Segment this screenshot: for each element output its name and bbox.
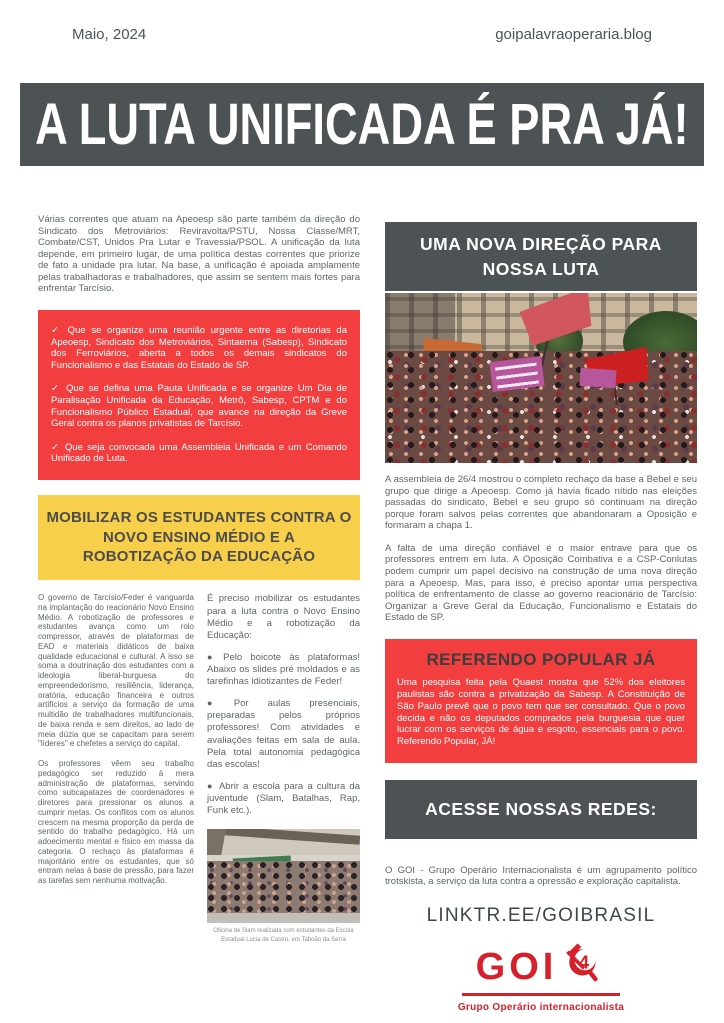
headline-title: A LUTA UNIFICADA É PRA JÁ! xyxy=(35,92,689,157)
students-section-title: MOBILIZAR OS ESTUDANTES CONTRA O NOVO ENSINO MÉDIO E A ROBOTIZAÇÃO DA EDUCAÇÃO xyxy=(38,495,360,580)
right-column xyxy=(385,222,697,1013)
demand-item: ✓ Que se organize uma reunião urgente entre as diretorias da Apeoesp, Sindicato dos Metroviários, Sintaema (Sabesp), Sindicato dos Ferroviários, aberta a todos os demais sindicatos do Funcionalismo e das Estatais do Estado de SP. xyxy=(51,325,347,371)
assembly-crowd-photo xyxy=(385,293,697,463)
bullet-icon: ● xyxy=(207,780,214,791)
demand-item: ✓ Que se defina uma Pauta Unificada e se organize Um Dia de Paralisação Unificada da Educação, Metrô, Sabesp, CPTM e do Funcionalismo Público Estadual, que avance na direção da Greve Geral contra os planos privatistas de Tarcísio. xyxy=(51,383,347,430)
students-bullet-list xyxy=(207,652,360,818)
goi-logo-row xyxy=(385,943,697,992)
masthead xyxy=(0,0,724,43)
students-text-column-2 xyxy=(207,593,360,945)
bullet-icon: ● xyxy=(207,651,219,662)
logo-divider xyxy=(462,993,620,996)
photo-caption: Oficina de Slam realizada com estudantes da Escola Estadual Lucia de Castro, em Taboão da Serra xyxy=(213,927,354,943)
photo-floor-shape xyxy=(207,913,360,923)
slam-workshop-photo xyxy=(207,829,360,923)
networks-section-title: ACESSE NOSSAS REDES: xyxy=(385,780,697,839)
students-section-body xyxy=(38,593,360,945)
bullet-text: Abrir a escola para a cultura da juventude (Slam, Batalhas, Rap, Funk etc.). xyxy=(207,780,360,817)
bullet-item xyxy=(207,781,360,818)
headline-banner xyxy=(20,83,704,166)
students-mobilize-intro: É preciso mobilizar os estudantes para a luta contra o Novo Ensino Médio e a robotização da Educação: xyxy=(207,593,360,642)
goi-logo xyxy=(385,943,697,1013)
bullet-item xyxy=(207,698,360,772)
goi-about-text: O GOI - Grupo Operário Internacionalista é um agrupamento político trotskista, a serviço da luta contra a opressão e exploração capitalista. xyxy=(385,864,697,888)
demand-item: ✓ Que seja convocada uma Assembleia Unificada e um Comando Unificado de Luta. xyxy=(51,441,347,465)
blog-url-link[interactable]: goipalavraoperaria.blog xyxy=(495,26,652,43)
photo-pink-sign-small xyxy=(579,368,616,388)
bullet-text: Pelo boicote às plataformas! Abaixo os slides pré moldados e as tarefinhas idiotizantes de Feder! xyxy=(207,651,360,688)
students-text-column-1 xyxy=(38,593,194,945)
goi-logo-name: Grupo Operário internacionalista xyxy=(457,1001,625,1013)
linktree-link[interactable]: LINKTR.EE/GOIBRASIL xyxy=(426,904,656,926)
issue-date: Maio, 2024 xyxy=(72,26,147,43)
photo-students-group xyxy=(207,861,360,913)
intro-paragraph: Várias correntes que atuam na Apeoesp são parte também da direção do Sindicato dos Metroviários: Reviravolta/PSTU, Nossa Classe/MRT, Combate/CST, Unidos Pra Lutar e Travessia/PSOL. A unificação da luta depende, em primeiro lugar, de uma política destas correntes que priorize de fato a unidade pra lutar. Na base, a unificação é apoiada amplamente pelas trabalhadoras e trabalhadores, que assim se sentem mais fortes para enfrentar Tarcísio. xyxy=(38,214,360,295)
hammer-sickle-4-icon xyxy=(564,943,606,992)
photo-pink-sign xyxy=(489,356,544,392)
bullet-icon: ● xyxy=(207,697,229,708)
referendum-title: REFERENDO POPULAR JÁ xyxy=(426,649,656,669)
demands-box xyxy=(38,310,360,480)
goi-logo-acronym: GOI xyxy=(475,945,558,988)
direction-section-title: UMA NOVA DIREÇÃO PARA NOSSA LUTA xyxy=(385,222,697,291)
direction-paragraph-1: A assembleia de 26/4 mostrou o completo rechaço da base a Bebel e seu grupo que dirige a Apeoesp. Como já havia ficado nítido nas eleições passadas do sindicato, Bebel e seu grupo só continuam na direção porque foram salvos pelas correntes que abandonaram a Oposição e formaram a chapa 1. xyxy=(385,474,697,532)
students-paragraph-1: O governo de Tarcísio/Feder é vanguarda na implantação do reacionário Novo Ensino Médio. A robotização de professores e estudantes avança como um rolo compressor, através de plataformas de EAD e materiais didáticos de baixa qualidade educacional e cultural. A isso se soma a doutrinação dos estudantes com a ideologia liberal-burguesa do empreendedorismo, resiliência, liderança, oratória, educação financeira e outros artifícios a serviço da formação de uma multidão de trabalhadores multifuncionais, de baixa renda e sem direitos, ao lado de meia dúzia que se capacitam para serem "líderes" e chefetes a serviço do capital. xyxy=(38,593,194,749)
referendum-box xyxy=(385,639,697,763)
bullet-text: Por aulas presenciais, preparadas pelos próprios professores! Com atividades e avaliações feitas em sala de aula. Pela total autonomia pedagógica das escolas! xyxy=(207,697,361,771)
svg-text:4: 4 xyxy=(579,951,590,973)
students-paragraph-2: Os professores vêem seu trabalho pedagógico ser reduzido à mera administração de plataformas, servindo como subcapatazes de coordenadores e diretores para pressionar os alunos a cumprir metas. Os conflitos com os alunos crescem na mesma proporção da perda de sentido do trabalho pedagógico. Há um adoecimento mental e físico em massa da categoria. O rechaço às plataformas é majoritário entre os estudantes, que só entram nelas à base de pressão, para fazer as tarefas sem nenhuma motivação. xyxy=(38,759,194,886)
direction-paragraph-2: A falta de uma direção confiável é o maior entrave para que os professores entrem em luta. A Oposição Combativa e a CSP-Conlutas podem cumprir um papel decisivo na construção de uma nova direção para a Apeoesp. Mas, para isso, é preciso apontar uma perspectiva política de enfrentamento de classe ao governo reacionário de Tarcísio: Organizar a Greve Geral da Educação, Funcionalismo e Estatais do Estado de SP. xyxy=(385,542,697,624)
main-content xyxy=(38,214,697,1013)
bullet-item xyxy=(207,652,360,689)
referendum-body: Uma pesquisa feita pela Quaest mostra que 52% dos eleitores paulistas são contra a privatização da Sabesp. A Constituição de São Paulo prevê que o povo tem que ser consultado. Que o povo decida e não os deputados comprados pela burguesia que quer lucrar com os serviços de água e esgoto, essenciais para o povo. Referendo Popular, JÁ! xyxy=(397,676,685,748)
left-column xyxy=(38,214,360,1013)
